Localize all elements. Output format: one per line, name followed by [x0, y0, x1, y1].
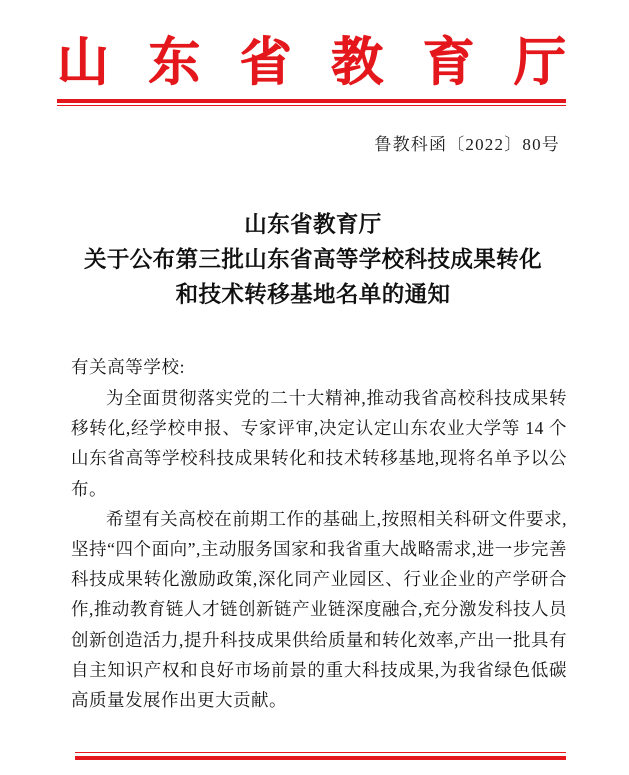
document-title-line-3: 和技术转移基地名单的通知 [175, 282, 451, 307]
masthead-char-3: 省 [239, 35, 292, 92]
letterhead-masthead [57, 36, 566, 92]
body-paragraph-1: 为全面贯彻落实党的二十大精神,推动我省高校科技成果转移转化,经学校申报、专家评审,决定认定山东农业大学等 14 个山东省高等学校科技成果转化和技术转移基地,现将名单予以公布。 [71, 388, 567, 499]
masthead-char-1: 山 [57, 35, 110, 92]
footer-red-double-rule [75, 752, 566, 760]
document-title-line-2: 关于公布第三批山东省高等学校科技成果转化 [83, 247, 542, 272]
header-rule-thin-bar [57, 105, 566, 106]
footer-rule-thick-bar [75, 756, 566, 760]
body-paragraph-2: 希望有关高校在前期工作的基础上,按照相关科研文件要求,坚持“四个面向”,主动服务国家和我省重大战略需求,进一步完善科技成果转化激励政策,深化同产业园区、行业企业的产学研合作,推动教育链人才链创新链产业链深度融合,充分激发科技人员创新创造活力,提升科技成果供给质量和转化效率,产出一批具有自主知识产权和良好市场前景的重大科技成果,为我省绿色低碳高质量发展作出更大贡献。 [71, 508, 567, 711]
document-title-line-1: 山东省教育厅 [244, 212, 382, 237]
masthead-char-5: 育 [422, 35, 475, 92]
masthead-char-4: 教 [331, 35, 384, 92]
body-salutation: 有关高等学校: [71, 357, 186, 377]
masthead-char-6: 厅 [513, 35, 566, 92]
document-serial-number: 鲁教科函〔2022〕80号 [374, 135, 560, 154]
document-title-block [57, 207, 569, 312]
masthead-char-2: 东 [148, 35, 201, 92]
document-body [71, 352, 567, 715]
header-red-double-rule [57, 99, 566, 106]
